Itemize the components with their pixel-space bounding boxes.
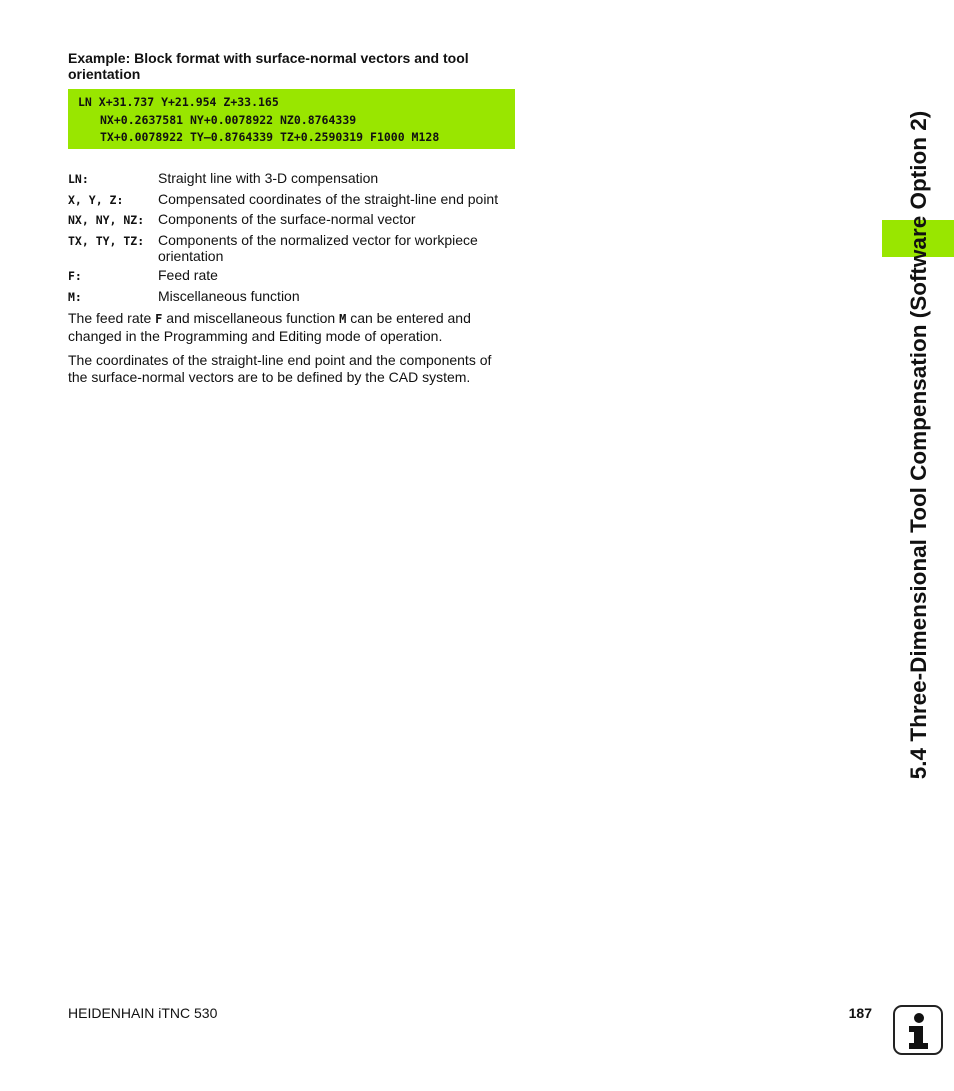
side-chapter-title: 5.4 Three-Dimensional Tool Compensation (Software Option 2) xyxy=(906,110,931,780)
paragraph-text: and miscellaneous function xyxy=(162,310,340,326)
definition-description: Straight line with 3-D compensation xyxy=(158,170,379,186)
definition-description: Components of the normalized vector for workpiece orientation xyxy=(158,231,478,264)
paragraph-text: can be entered and changed in the Programming and Editing mode of operation. xyxy=(68,310,471,344)
definition-list xyxy=(68,170,518,308)
paragraph-text: The feed rate xyxy=(68,310,156,326)
definition-term: X, Y, Z: xyxy=(68,192,124,207)
footer-manual-name: HEIDENHAIN iTNC 530 xyxy=(68,1005,218,1021)
definition-term: F: xyxy=(68,269,82,283)
definition-description: Components of the surface-normal vector xyxy=(158,211,416,227)
definition-row-xyz xyxy=(68,191,518,208)
definition-description: Miscellaneous function xyxy=(158,287,300,304)
definition-row-nxnynz xyxy=(68,211,518,228)
definition-row-f xyxy=(68,267,518,284)
definition-description: Compensated coordinates of the straight-line end point xyxy=(158,190,499,207)
definition-row-m xyxy=(68,288,518,305)
code-line-1: LN X+31.737 Y+21.954 Z+33.165 xyxy=(78,95,279,109)
info-glyph xyxy=(895,1007,941,1053)
paragraph-cad-system: The coordinates of the straight-line end point and the components of the surface-normal vectors are to be defined by the CAD system. xyxy=(68,352,492,385)
definition-row-txtytz xyxy=(68,232,518,264)
code-block xyxy=(68,89,515,149)
code-line-3: TX+0.0078922 TY–0.8764339 TZ+0.2590319 F1000 M128 xyxy=(100,130,440,144)
code-line-2: NX+0.2637581 NY+0.0078922 NZ0.8764339 xyxy=(100,112,357,127)
definition-term: M: xyxy=(68,289,82,304)
example-heading: Example: Block format with surface-normal vectors and tool orientation xyxy=(68,50,469,82)
definition-term: TX, TY, TZ: xyxy=(68,233,145,248)
page-number: 187 xyxy=(848,1005,872,1021)
definition-description: Feed rate xyxy=(158,267,218,283)
inline-code-m: M xyxy=(339,312,347,326)
definition-term: NX, NY, NZ: xyxy=(68,213,145,227)
info-icon xyxy=(893,1005,943,1055)
definition-row-ln xyxy=(68,170,518,187)
paragraph-feed-rate xyxy=(68,310,513,344)
definition-term: LN: xyxy=(68,172,89,186)
inline-code-f: F xyxy=(155,312,163,326)
